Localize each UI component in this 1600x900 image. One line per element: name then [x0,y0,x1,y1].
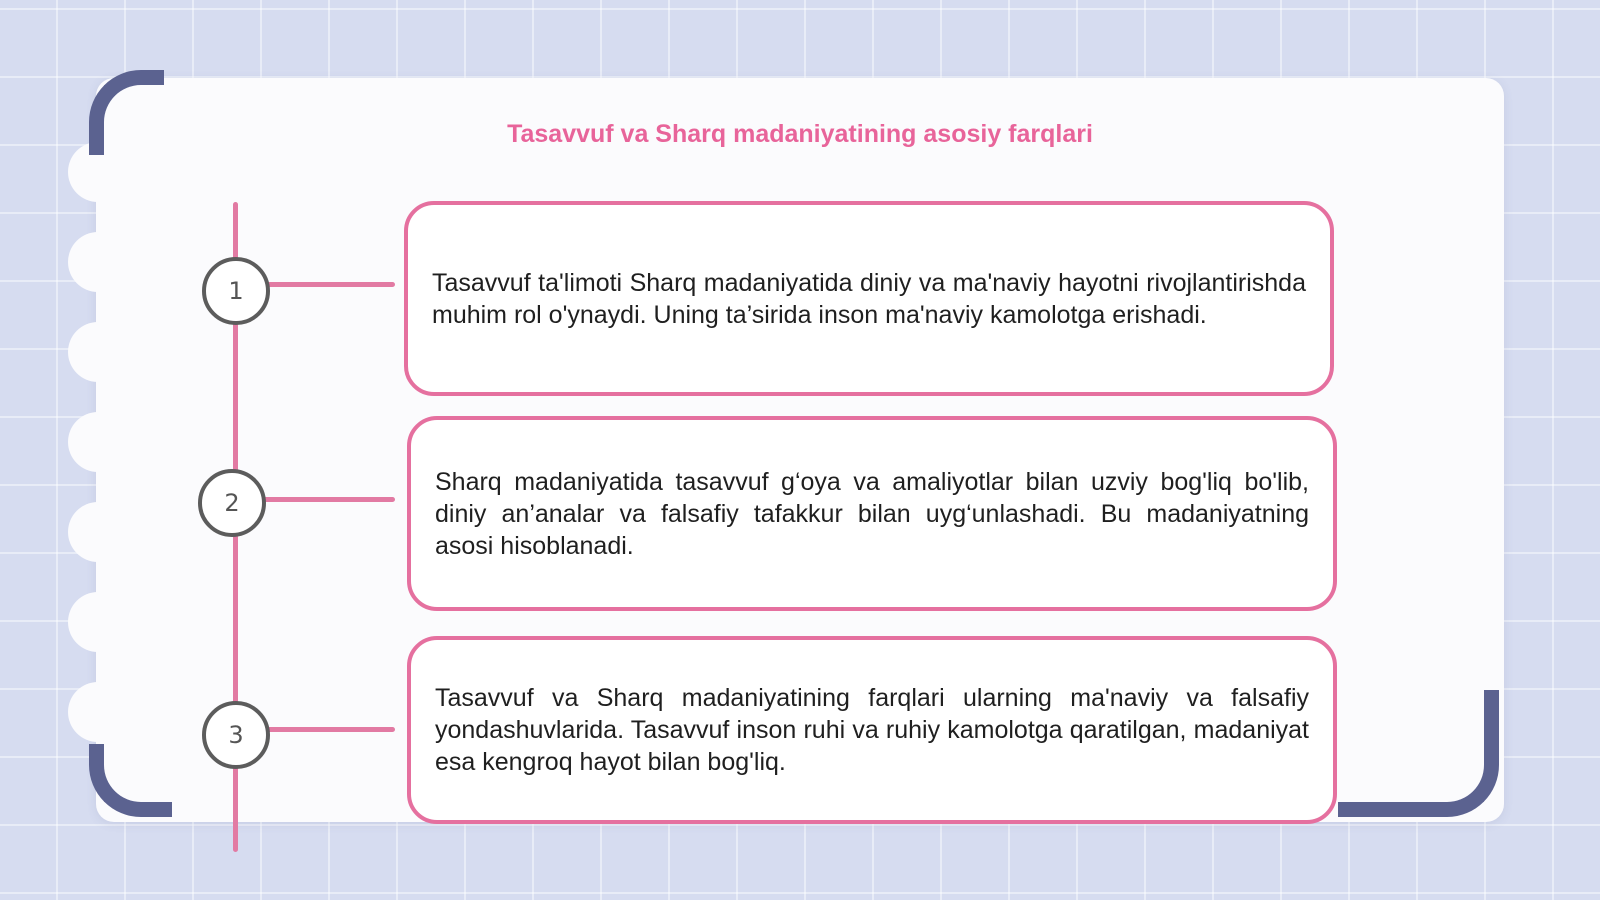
card-edge-scallop [68,682,128,742]
step-2-box [407,416,1337,611]
card-edge-scallop [68,592,128,652]
frame-corner-bottom-right [1338,690,1499,817]
card-edge-scallop [68,232,128,292]
step-2-number: 2 [224,489,240,517]
step-3-text: Tasavvuf va Sharq madaniyatining farqlari ularning ma'naviy va falsafiy yondashuvlarida. Tasavvuf inson ruhi va ruhiy kamolotga qaratilgan, madaniyat esa kengroq hayot bilan bog'liq. [435,684,1309,776]
step-3-connector [262,727,395,732]
step-1-circle [202,257,270,325]
step-1-number: 1 [228,277,244,305]
step-3-circle [202,701,270,769]
step-3-number: 3 [228,721,244,749]
step-2-connector [262,497,395,502]
step-2-text: Sharq madaniyatida tasavvuf g‘oya va amaliyotlar bilan uzviy bog'liq bo'lib, diniy an’analar va falsafiy tafakkur bilan uyg‘unlashadi. Bu madaniyatning asosi hisoblanadi. [435,467,1309,560]
slide-title: Tasavvuf va Sharq madaniyatining asosiy farqlari [507,120,1093,148]
step-1-connector [262,282,395,287]
step-2-circle [198,469,266,537]
card-edge-scallop [68,502,128,562]
card-edge-scallop [68,322,128,382]
step-1-box [404,201,1334,396]
step-3-box [407,636,1337,824]
card-edge-scallop [68,412,128,472]
step-1-text: Tasavvuf ta'limoti Sharq madaniyatida diniy va ma'naviy hayotni rivojlantirishda muhim rol o'ynaydi. Uning ta’sirida inson ma'naviy kamolotga erishadi. [432,268,1306,329]
